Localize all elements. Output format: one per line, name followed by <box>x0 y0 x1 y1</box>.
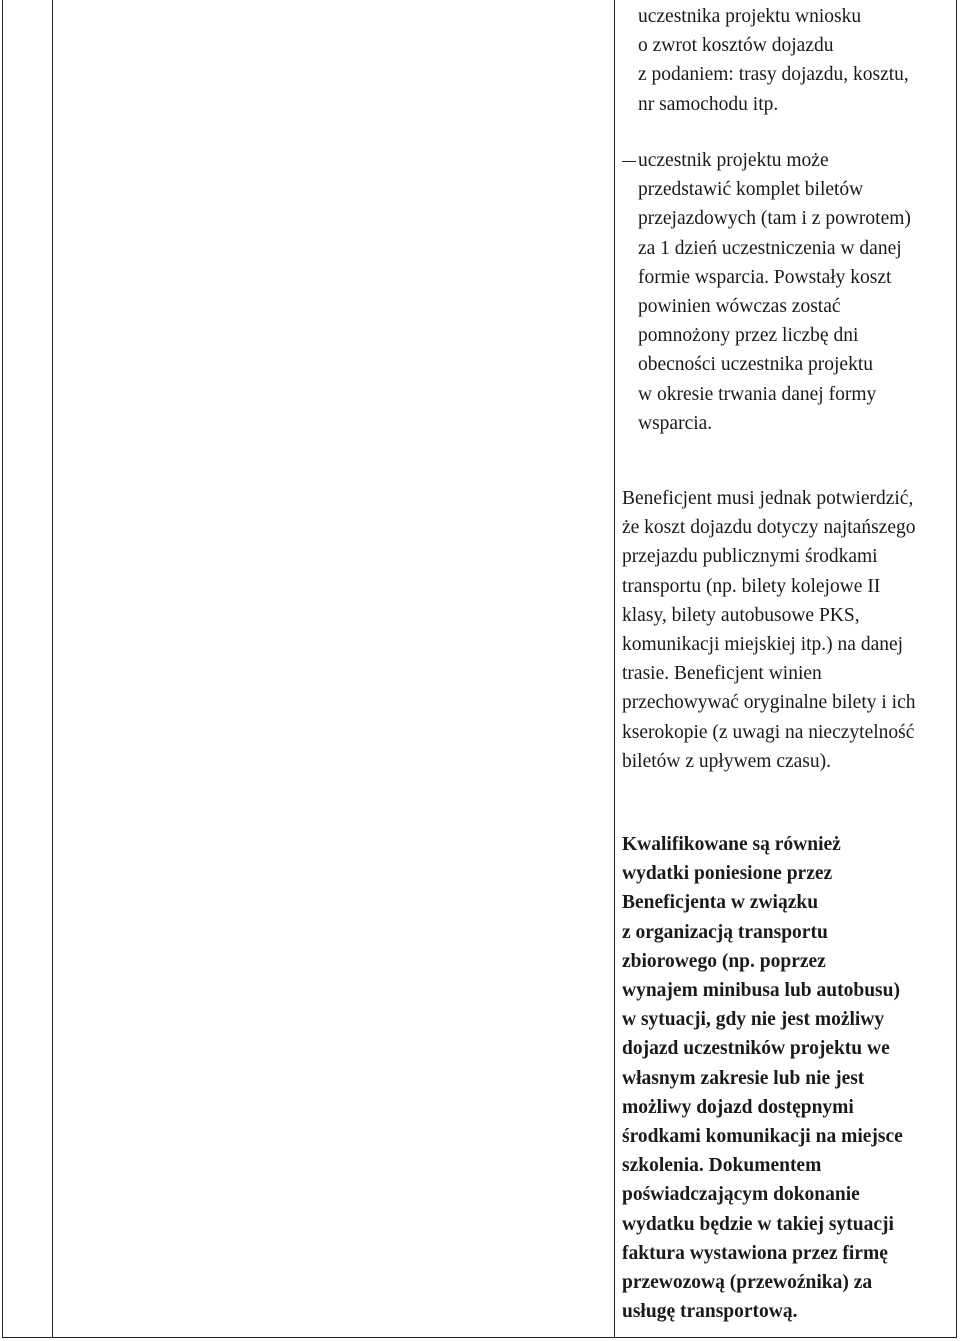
text-line: wsparcia. <box>638 412 713 434</box>
text-line: trasie. Beneficjent winien <box>622 663 822 685</box>
text-line: transportu (np. bilety kolejowe II <box>622 575 881 597</box>
text-line: możliwy dojazd dostępnymi <box>622 1096 854 1118</box>
text-line: uczestnika projektu wniosku <box>638 6 862 27</box>
text-line: wydatku będzie w takiej sytuacji <box>622 1213 894 1235</box>
text-line: faktura wystawiona przez firmę <box>622 1242 888 1264</box>
text-line: z podaniem: trasy dojazdu, kosztu, <box>638 64 909 86</box>
text-line: obecności uczestnika projektu <box>638 354 873 376</box>
text-line: klasy, bilety autobusowe PKS, <box>622 604 860 626</box>
text-line: dojazd uczestników projektu we <box>622 1038 890 1060</box>
column-divider-1 <box>52 0 53 1338</box>
text-line: wynajem minibusa lub autobusu) <box>622 980 900 1002</box>
text-line: komunikacji miejskiej itp.) na danej <box>622 634 904 656</box>
text-line: w sytuacji, gdy nie jest możliwy <box>622 1009 885 1031</box>
text-line: formie wsparcia. Powstały koszt <box>638 266 892 288</box>
text-line: pomnożony przez liczbę dni <box>638 325 859 347</box>
text-line: nr samochodu itp. <box>638 93 779 115</box>
text-line: Beneficjent musi jednak potwierdzić, <box>622 488 914 509</box>
text-line: przewozową (przewoźnika) za <box>622 1272 873 1294</box>
text-line: że koszt dojazdu dotyczy najtańszego <box>622 517 916 539</box>
column-divider-2 <box>614 0 615 1338</box>
text-line: za 1 dzień uczestniczenia w danej <box>638 237 902 259</box>
text-line: kserokopie (z uwagi na nieczytelność <box>622 721 915 743</box>
text-line: przejazdowych (tam i z powrotem) <box>638 208 911 230</box>
text-line: przechowywać oryginalne bilety i ich <box>622 692 916 714</box>
list-item <box>638 146 911 438</box>
text-line: usługę transportową. <box>622 1301 798 1323</box>
list-item <box>638 2 909 119</box>
paragraph-beneficiary-confirmation <box>622 484 915 776</box>
paragraph-collective-transport <box>622 830 903 1326</box>
text-line: środkami komunikacji na miejsce <box>622 1126 903 1148</box>
text-line: szkolenia. Dokumentem <box>622 1155 822 1177</box>
dash-list-item-continued <box>638 2 909 119</box>
text-line: Kwalifikowane są również <box>622 834 841 855</box>
text-line: o zwrot kosztów dojazdu <box>638 35 834 57</box>
text-line: z organizacją transportu <box>622 921 828 943</box>
text-line: wydatki poniesione przez <box>622 863 833 885</box>
text-line: przedstawić komplet biletów <box>638 179 864 201</box>
text-line: biletów z upływem czasu). <box>622 750 832 772</box>
text-line: zbiorowego (np. poprzez <box>622 950 826 972</box>
text-line: w okresie trwania danej formy <box>638 383 877 405</box>
text-line: własnym zakresie lub nie jest <box>622 1067 865 1089</box>
text-line: Beneficjenta w związku <box>622 892 819 914</box>
dash-list <box>638 146 911 438</box>
text-line: przejazdu publicznymi środkami <box>622 546 878 568</box>
text-line: poświadczającym dokonanie <box>622 1184 860 1206</box>
text-line: uczestnik projektu może <box>638 150 829 171</box>
text-line: powinien wówczas zostać <box>638 296 841 318</box>
